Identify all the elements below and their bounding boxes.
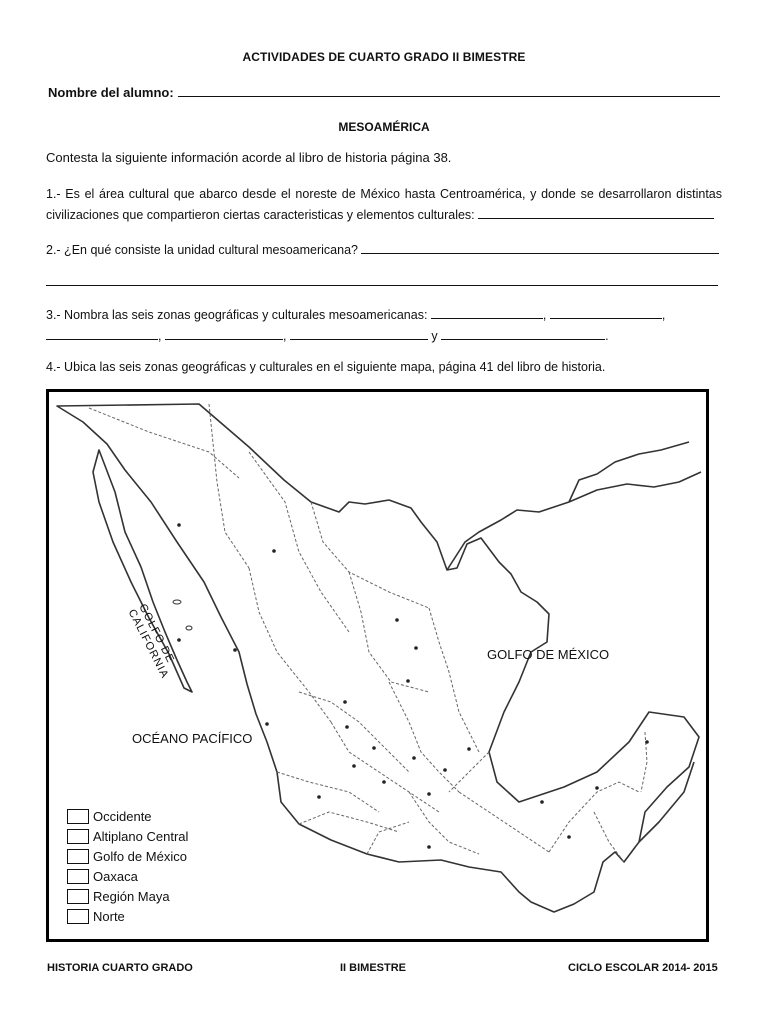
footer-school-year: CICLO ESCOLAR 2014- 2015 bbox=[568, 962, 718, 974]
legend-label: Golfo de México bbox=[93, 848, 187, 864]
question-1-answer-line[interactable] bbox=[478, 206, 714, 219]
student-name-row bbox=[48, 82, 720, 100]
section-title: MESOAMÉRICA bbox=[338, 120, 430, 134]
page-title: ACTIVIDADES DE CUARTO GRADO II BIMESTRE bbox=[242, 50, 526, 64]
legend-label: Norte bbox=[93, 908, 125, 924]
legend-checkbox-golfo-de-mexico[interactable] bbox=[67, 849, 89, 864]
zone-answer-4[interactable] bbox=[165, 327, 283, 340]
zone-answer-1[interactable] bbox=[431, 306, 543, 319]
question-1-text: 1.- Es el área cultural que abarco desde el noreste de México hasta Centroamérica, y donde se desarrollaron distintas civilizaciones que compartieron ciertas caracteristicas y elementos culturales: bbox=[46, 187, 722, 222]
question-3-text: 3.- Nombra las seis zonas geográficas y culturales mesoamericanas: bbox=[46, 308, 428, 322]
zone-answer-6[interactable] bbox=[441, 327, 605, 340]
question-2 bbox=[46, 240, 722, 261]
legend-label: Occidente bbox=[93, 808, 152, 824]
question-3-conjunction: y bbox=[431, 329, 438, 343]
zone-answer-2[interactable] bbox=[550, 306, 662, 319]
legend-item-norte bbox=[67, 906, 188, 926]
legend-item-region-maya bbox=[67, 886, 188, 906]
legend-label: Altiplano Central bbox=[93, 828, 189, 844]
zone-answer-5[interactable] bbox=[290, 327, 428, 340]
legend-item-occidente bbox=[67, 806, 188, 826]
mexico-map bbox=[46, 389, 709, 942]
pacific-ocean-label: OCÉANO PACÍFICO bbox=[132, 731, 253, 746]
legend-checkbox-occidente[interactable] bbox=[67, 809, 89, 824]
question-2-answer-line-2[interactable] bbox=[46, 285, 718, 286]
student-name-label: Nombre del alumno: bbox=[48, 85, 174, 100]
legend-label: Oaxaca bbox=[93, 868, 138, 884]
legend-item-golfo-de-mexico bbox=[67, 846, 188, 866]
zone-answer-3[interactable] bbox=[46, 327, 158, 340]
legend-checkbox-altiplano-central[interactable] bbox=[67, 829, 89, 844]
instructions: Contesta la siguiente información acorde al libro de historia página 38. bbox=[46, 150, 452, 165]
legend-checkbox-oaxaca[interactable] bbox=[67, 869, 89, 884]
gulf-of-california-label: GOLFO DE CALIFORNIA bbox=[125, 602, 177, 681]
legend-checkbox-region-maya[interactable] bbox=[67, 889, 89, 904]
map-legend bbox=[67, 806, 188, 926]
legend-item-altiplano-central bbox=[67, 826, 188, 846]
legend-label: Región Maya bbox=[93, 888, 170, 904]
gulf-of-mexico-label: GOLFO DE MÉXICO bbox=[487, 647, 610, 662]
footer-subject: HISTORIA CUARTO GRADO bbox=[47, 962, 193, 974]
question-3: 3.- Nombra las seis zonas geográficas y culturales mesoamericanas: , , , , y . bbox=[46, 308, 666, 343]
question-2-text: 2.- ¿En qué consiste la unidad cultural mesoamericana? bbox=[46, 243, 358, 257]
student-name-line[interactable] bbox=[178, 96, 720, 97]
footer-term: II BIMESTRE bbox=[340, 962, 407, 974]
legend-checkbox-norte[interactable] bbox=[67, 909, 89, 924]
legend-item-oaxaca bbox=[67, 866, 188, 886]
question-2-answer-line[interactable] bbox=[361, 241, 719, 254]
question-4: 4.- Ubica las seis zonas geográficas y culturales en el siguiente mapa, página 41 del libro de historia. bbox=[46, 360, 606, 374]
question-1 bbox=[46, 184, 722, 226]
